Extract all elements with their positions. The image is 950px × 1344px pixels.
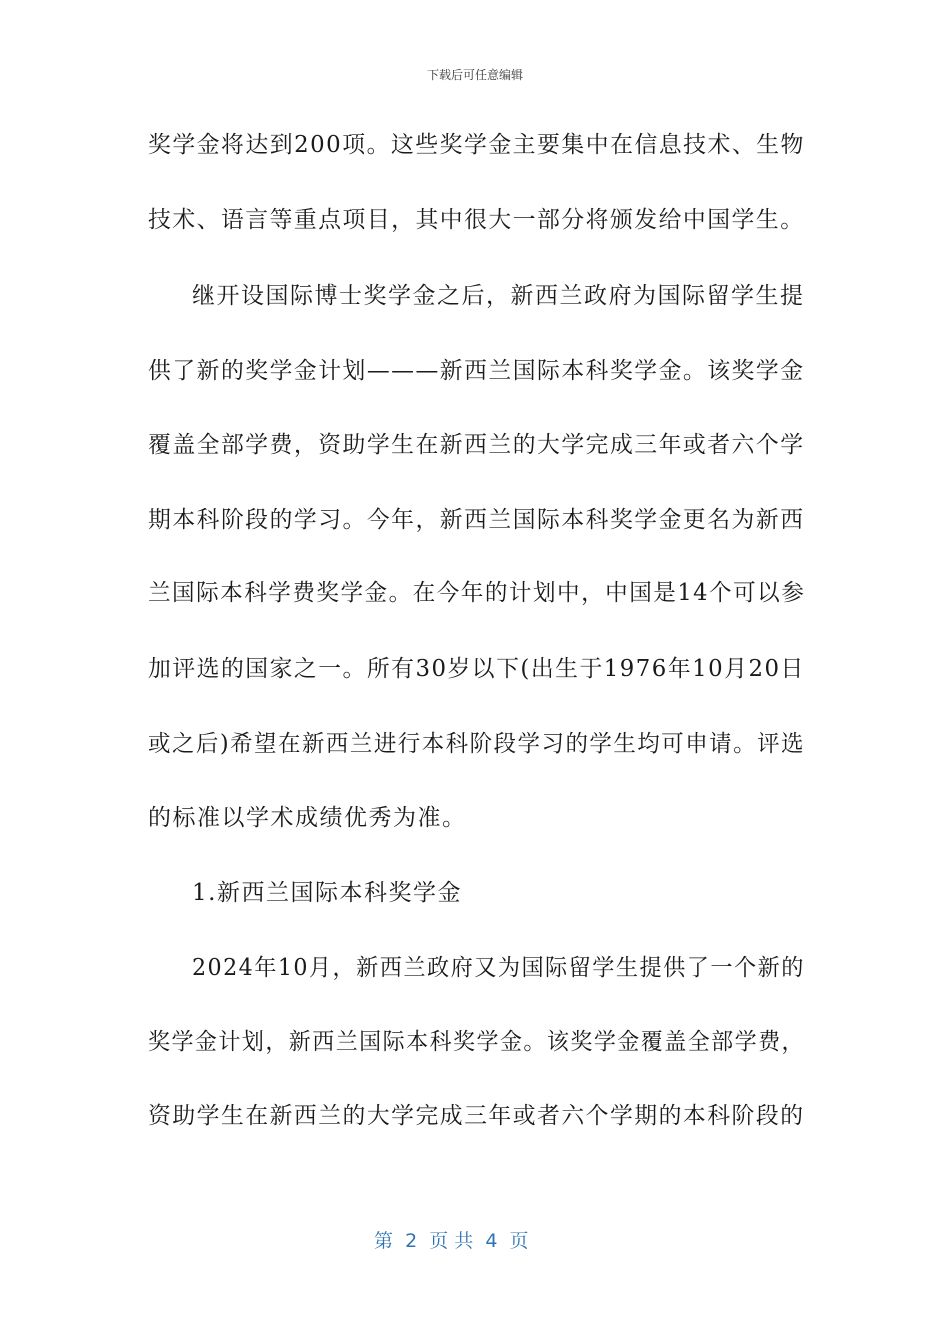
text-line: 覆盖全部学费，资助学生在新西兰的大学完成三年或者六个学 <box>148 432 805 458</box>
text-line: 兰国际本科学费奖学金。在今年的计划中，中国是14个可以参 <box>148 580 806 606</box>
text-line: 资助学生在新西兰的大学完成三年或者六个学期的本科阶段的 <box>148 1103 805 1129</box>
text-line: 奖学金将达到200项。这些奖学金主要集中在信息技术、生物 <box>148 132 805 158</box>
text-line: 供了新的奖学金计划———新西兰国际本科奖学金。该奖学金 <box>148 358 805 384</box>
text-line: 或之后)希望在新西兰进行本科阶段学习的学生均可申请。评选 <box>148 731 805 757</box>
text-line: 的标准以学术成绩优秀为准。 <box>148 805 467 831</box>
page-number-footer: 第 2 页 共 4 页 <box>374 1230 529 1252</box>
text-line: 奖学金计划，新西兰国际本科奖学金。该奖学金覆盖全部学费， <box>148 1029 805 1055</box>
text-line: 期本科阶段的学习。今年，新西兰国际本科奖学金更名为新西 <box>148 507 805 533</box>
text-line: 加评选的国家之一。所有30岁以下(出生于1976年10月20日 <box>148 656 805 682</box>
paragraph-first-line: 继开设国际博士奖学金之后，新西兰政府为国际留学生提 <box>192 283 805 309</box>
text-line: 技术、语言等重点项目，其中很大一部分将颁发给中国学生。 <box>148 207 805 233</box>
section-heading: 1.新西兰国际本科奖学金 <box>192 880 462 906</box>
page-header: 下载后可任意编辑 <box>426 68 523 82</box>
paragraph-first-line: 2024年10月，新西兰政府又为国际留学生提供了一个新的 <box>192 955 805 981</box>
